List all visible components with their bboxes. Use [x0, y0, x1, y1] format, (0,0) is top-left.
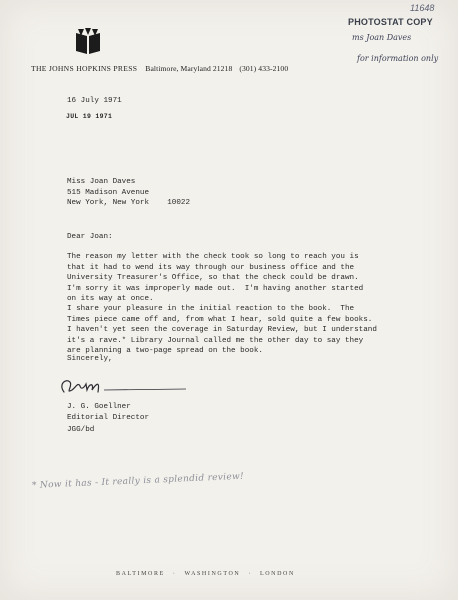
received-stamp: JUL 19 1971 — [66, 113, 113, 120]
address-line: New York, New York 10022 — [67, 199, 191, 208]
press-name: THE JOHNS HOPKINS PRESS — [31, 64, 138, 73]
footer-separator: · — [248, 571, 252, 577]
handwritten-note: * Now it has - It really is a splendid review! — [31, 471, 245, 491]
handwritten-annotation: ms Joan Daves — [352, 33, 412, 42]
reference-number: 11648 — [410, 3, 435, 13]
footer-city: BALTIMORE — [116, 571, 165, 577]
letterhead-footer — [116, 571, 295, 577]
typist-initials: JGG/bd — [67, 426, 95, 434]
letter-date: 16 July 1971 — [67, 97, 122, 105]
body-paragraph: The reason my letter with the check took so long to reach you is that it had to wend its way through our business office and the University Treasurer's Office, so that the check could be drawn. I'm sorry it was improperly made out. I'm having another started on its way at once. — [67, 253, 364, 304]
handwritten-annotation: for information only — [357, 54, 439, 63]
recipient-address — [67, 177, 190, 209]
letterhead — [31, 64, 288, 73]
address-line: Miss Joan Daves — [67, 178, 136, 186]
salutation: Dear Joan: — [67, 233, 113, 241]
signature — [40, 372, 190, 402]
footer-separator: · — [172, 571, 177, 577]
address-line: 515 Madison Avenue — [67, 188, 150, 197]
signer-block: J. G. Goellner Editorial Director — [67, 403, 150, 422]
body-paragraph: I share your pleasure in the initial reaction to the book. The Times piece came off and, from what I hear, sold quite a few books. I haven't yet seen the coverage in Saturday Review, but I understand it's a rave.* Library Journal called me the other day to say they are planning a two-page spread on the book. — [67, 305, 377, 356]
footer-city: LONDON — [259, 571, 295, 577]
book-logo-icon — [74, 27, 102, 55]
press-phone: (301) 433-2100 — [239, 64, 289, 73]
photostat-stamp: PHOTOSTAT COPY — [348, 17, 433, 27]
press-address: Baltimore, Maryland 21218 — [145, 64, 233, 73]
closing: Sincerely, — [67, 355, 113, 363]
footer-city: WASHINGTON — [184, 571, 241, 577]
